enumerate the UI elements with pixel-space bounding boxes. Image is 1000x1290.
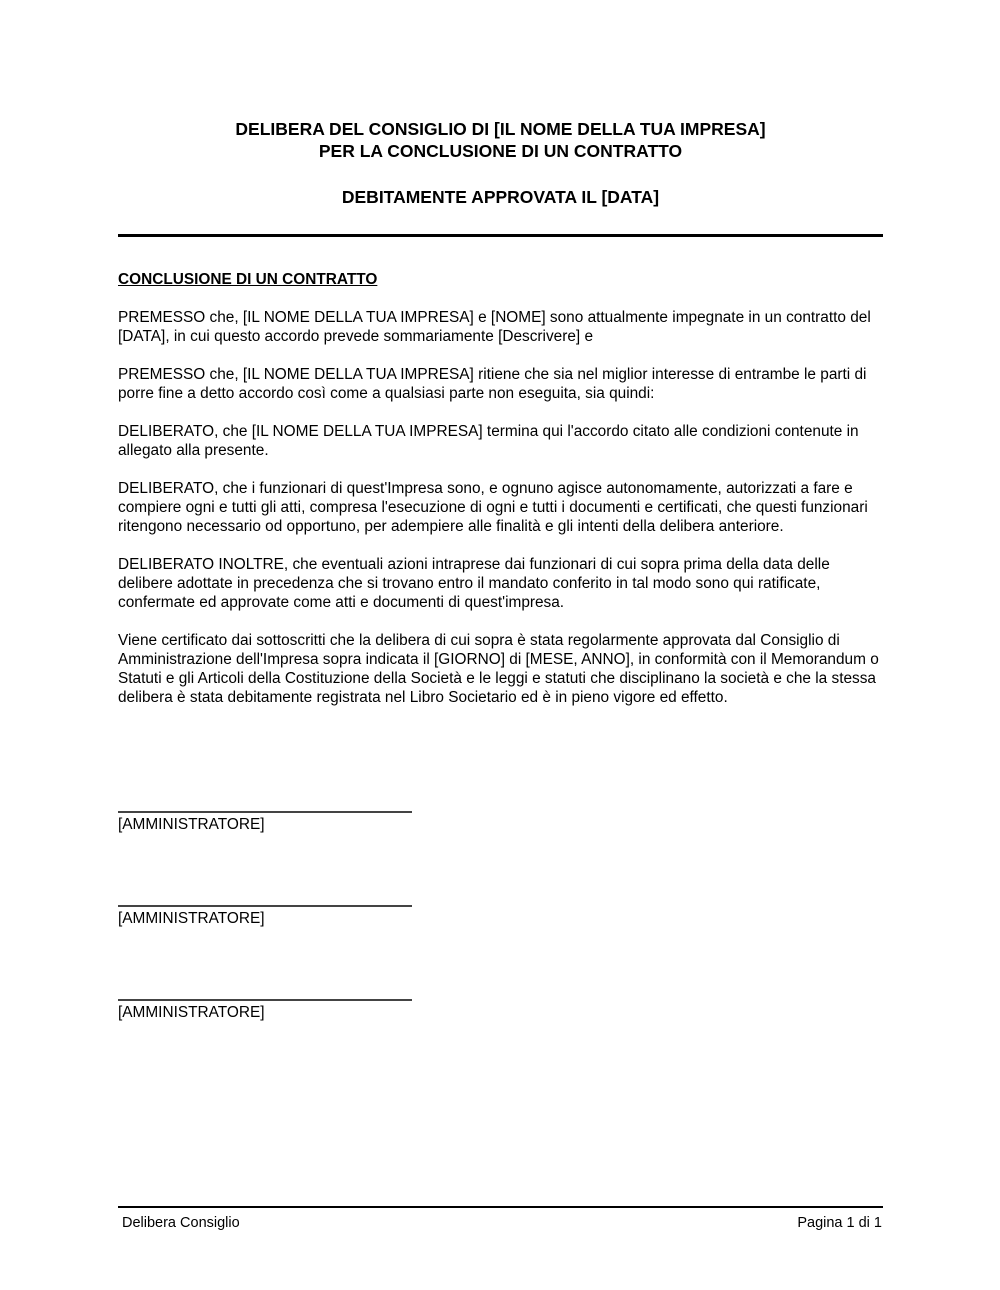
paragraph-premesso-1: PREMESSO che, [IL NOME DELLA TUA IMPRESA] e [NOME] sono attualmente impegnate in un contratto del [DATA], in cui questo accordo prevede sommariamente [Descrivere] e	[118, 309, 871, 345]
signature-line	[118, 999, 412, 1001]
document-subtitle: DEBITAMENTE APPROVATA IL [DATA]	[341, 187, 660, 207]
footer-page-number: Pagina 1 di 1	[797, 1215, 882, 1231]
paragraph-deliberato-2: DELIBERATO, che i funzionari di quest'Impresa sono, e ognuno agisce autonomamente, autorizzati a fare e compiere ogni e tutti gli atti, compresa l'esecuzione di ogni e tutti i documenti e certificati, che questi funzionari ritengono necessario od opportuno, per adempiere alle finalità e gli intenti della delibera anteriore.	[118, 480, 868, 535]
title-line-2: PER LA CONCLUSIONE DI UN CONTRATTO	[318, 141, 683, 161]
document-title	[118, 118, 883, 162]
signature-block	[118, 999, 418, 1093]
page-footer	[122, 1214, 882, 1232]
header-divider	[118, 234, 883, 237]
document-body	[118, 270, 888, 726]
section-heading: CONCLUSIONE DI UN CONTRATTO	[118, 271, 378, 288]
signature-block	[118, 905, 418, 999]
signature-block	[118, 811, 418, 905]
paragraph-premesso-2: PREMESSO che, [IL NOME DELLA TUA IMPRESA] ritiene che sia nel miglior interesse di entrambe le parti di porre fine a detto accordo così come a qualsiasi parte non eseguita, sia quindi:	[118, 366, 867, 402]
signature-label: [AMMINISTRATORE]	[118, 910, 265, 927]
signature-label: [AMMINISTRATORE]	[118, 816, 265, 833]
footer-divider	[118, 1206, 883, 1208]
paragraph-certification: Viene certificato dai sottoscritti che la delibera di cui sopra è stata regolarmente approvata dal Consiglio di Amministrazione dell'Impresa sopra indicata il [GIORNO] di [MESE, ANNO], in conformità con il Memorandum o Statuti e gli Articoli della Costituzione della Società e le leggi e statuti che disciplinano la società e che la stessa delibera è stata debitamente registrata nel Libro Societario ed è in pieno vigore ed effetto.	[118, 632, 879, 706]
paragraph-deliberato-1: DELIBERATO, che [IL NOME DELLA TUA IMPRESA] termina qui l'accordo citato alle condizioni contenute in allegato alla presente.	[118, 423, 859, 459]
signature-section	[118, 811, 418, 1093]
signature-label: [AMMINISTRATORE]	[118, 1004, 265, 1021]
footer-document-name: Delibera Consiglio	[122, 1215, 240, 1231]
paragraph-deliberato-inoltre: DELIBERATO INOLTRE, che eventuali azioni intraprese dai funzionari di cui sopra prima della data delle delibere adottate in precedenza che si trovano entro il mandato conferito in tal modo sono qui ratificate, confermate ed approvate come atti e documenti di quest'impresa.	[118, 556, 830, 611]
title-line-1: DELIBERA DEL CONSIGLIO DI [IL NOME DELLA TUA IMPRESA]	[235, 119, 766, 139]
signature-line	[118, 811, 412, 813]
signature-line	[118, 905, 412, 907]
